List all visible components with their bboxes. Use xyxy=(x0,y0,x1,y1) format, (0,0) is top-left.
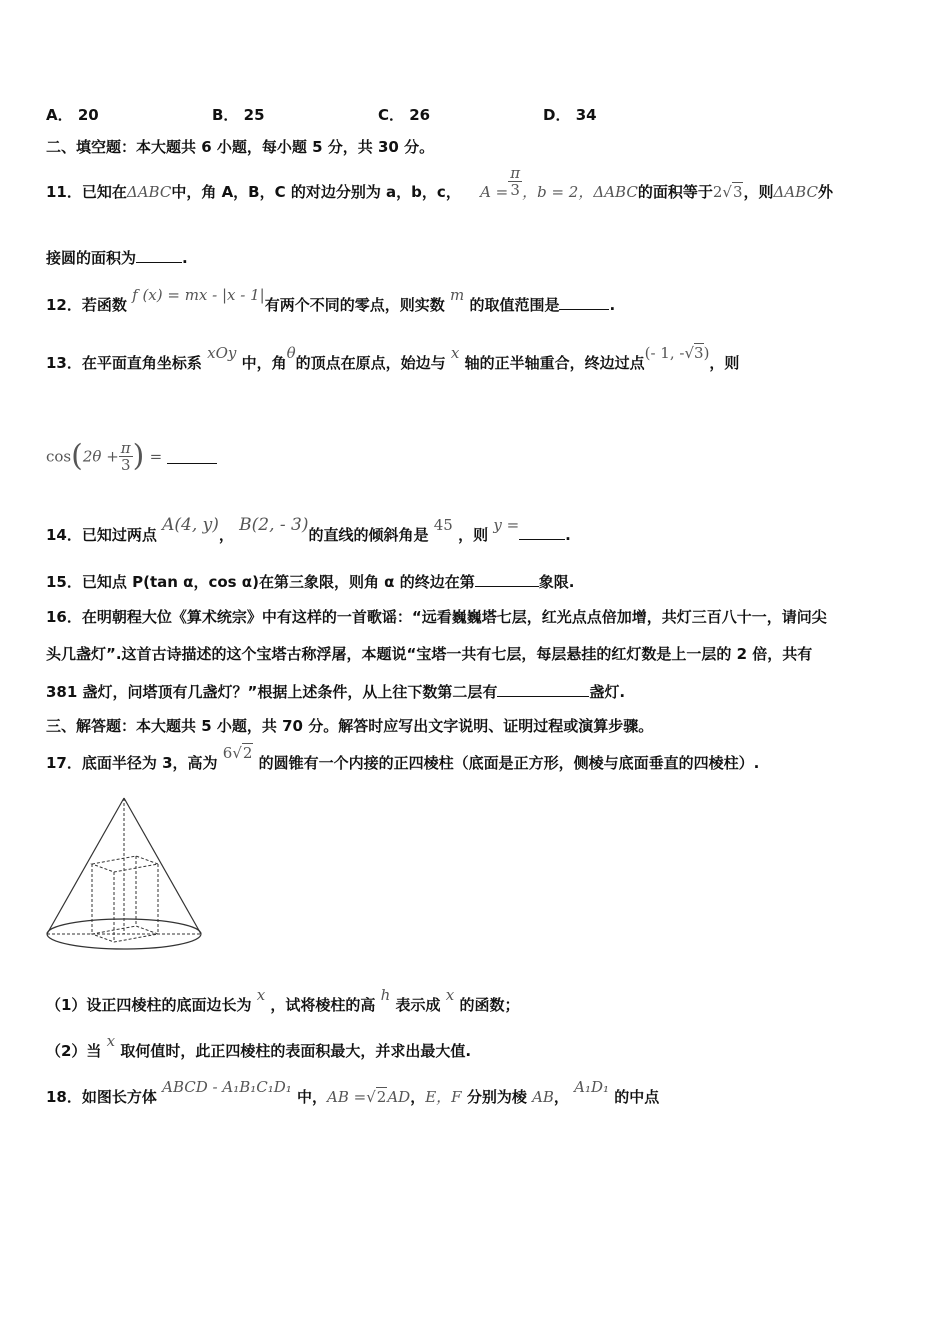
cone-with-prism-figure xyxy=(44,794,206,954)
option-a: A． 20 xyxy=(46,106,99,124)
option-b: B． 25 xyxy=(212,106,265,124)
section-2-heading: 二、填空题：本大题共 6 小题，每小题 5 分，共 30 分。 xyxy=(46,138,435,156)
question-11-line2: 接圆的面积为 . xyxy=(46,249,188,267)
question-12: 12．若函数 f (x) = mx - |x - 1|有两个不同的零点，则实数 m 的取值范围是 . xyxy=(46,286,616,314)
answer-blank[interactable] xyxy=(136,248,182,263)
prism-top xyxy=(92,856,158,872)
option-d: D． 34 xyxy=(543,106,597,124)
question-18: 18．如图长方体 ABCD - A₁B₁C₁D₁ 中，AB =√2AD，E，F 分别为棱 AB， A₁D₁ 的中点 xyxy=(46,1078,660,1106)
question-13: 13．在平面直角坐标系 xOy 中，角θ的顶点在原点，始边与 x 轴的正半轴重合，终边过点(- 1, -√3)，则 xyxy=(46,344,740,372)
question-16-line1: 16．在明朝程大位《算术统宗》中有这样的一首歌谣：“远看巍巍塔七层，红光点点倍加增，共灯三百八十一，请问尖 xyxy=(46,608,827,626)
answer-blank[interactable] xyxy=(559,295,609,310)
answer-blank[interactable] xyxy=(475,572,539,587)
question-16-line3: 381 盏灯，问塔顶有几盏灯？”根据上述条件，从上往下数第二层有 盏灯. xyxy=(46,683,626,701)
question-17-part2: （2）当 x 取何值时，此正四棱柱的表面积最大，并求出最大值. xyxy=(46,1032,472,1060)
question-14: 14．已知过两点 A(4, y)， B(2, - 3)的直线的倾斜角是 45 ，则 y =. xyxy=(46,515,571,544)
question-17-part1: （1）设正四棱柱的底面边长为 x ，试将棱柱的高 h 表示成 x 的函数； xyxy=(46,986,520,1014)
question-16-line2: 头几盏灯”.这首古诗描述的这个宝塔古称浮屠，本题说“宝塔一共有七层，每层悬挂的红灯数是上一层的 2 倍，共有 xyxy=(46,645,813,663)
question-13-expression: cos(2θ + $\frac{\pi}{3}$ ) = xyxy=(46,440,920,480)
question-11: 11．已知在ΔABC中，角 A，B，C 的对边分别为 a，b，c， A = $\frac{\pi}{3}$ ，b = 2，ΔABC的面积等于2√3，则ΔABC外 xyxy=(46,164,833,201)
answer-blank[interactable] xyxy=(519,525,565,540)
section-3-heading: 三、解答题：本大题共 5 小题，共 70 分。解答时应写出文字说明、证明过程或演算步骤。 xyxy=(46,717,654,735)
question-15: 15．已知点 P(tan α，cos α)在第三象限，则角 α 的终边在第 象限. xyxy=(46,573,575,591)
cone-left-edge xyxy=(47,798,124,934)
option-c: C． 26 xyxy=(378,106,431,124)
answer-blank[interactable] xyxy=(497,682,589,697)
question-17: 17．底面半径为 3，高为 6√2 的圆锥有一个内接的正四棱柱（底面是正方形，侧棱与底面垂直的四棱柱）. xyxy=(46,744,760,772)
answer-blank[interactable] xyxy=(167,449,217,464)
